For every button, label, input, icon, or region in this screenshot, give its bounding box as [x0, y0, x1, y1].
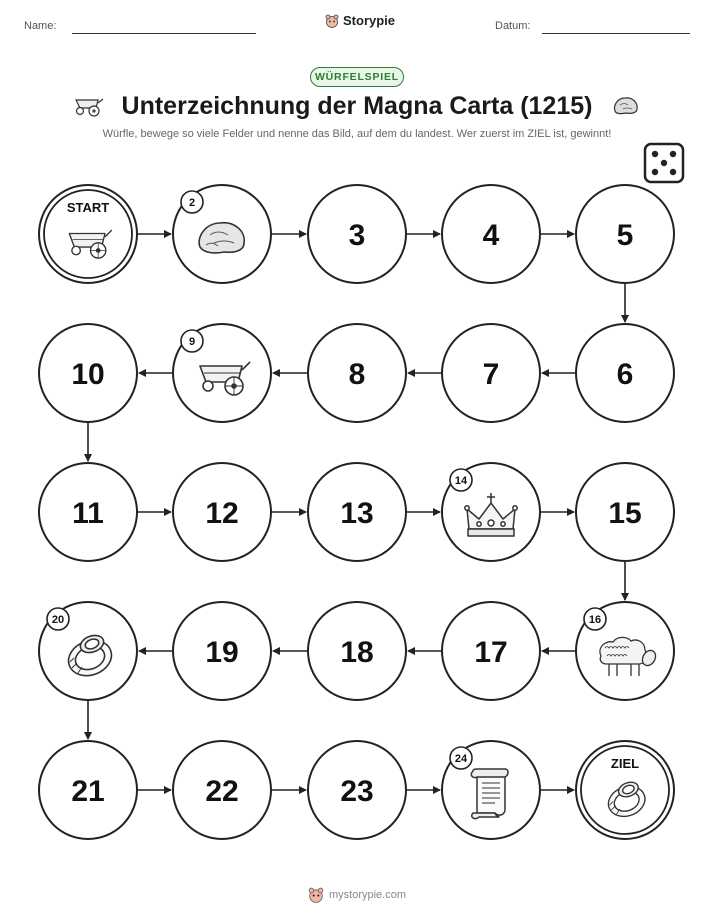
cell-number: 6 — [616, 358, 634, 391]
cell-number: 11 — [72, 497, 104, 530]
cell-number: 23 — [340, 775, 374, 808]
cell-number-badge: 20 — [51, 614, 65, 626]
board-cell-14 — [442, 463, 540, 561]
board-cell-11 — [39, 463, 137, 561]
cell-number: 22 — [205, 775, 239, 808]
board-cell-12 — [173, 463, 271, 561]
footer-url: mystorypie.com — [328, 889, 407, 901]
board-cells — [39, 185, 674, 839]
board-cell-6 — [576, 324, 674, 422]
board-cell-16 — [576, 602, 674, 700]
cell-number: 10 — [71, 358, 105, 391]
page-title: Unterzeichnung der Magna Carta (1215) — [121, 92, 593, 120]
cell-label: START — [66, 200, 110, 215]
brand-name: Storypie — [343, 13, 396, 28]
board-cell-17 — [442, 602, 540, 700]
cell-number: 17 — [474, 636, 508, 669]
board-cell-19 — [173, 602, 271, 700]
cell-number: 21 — [71, 775, 105, 808]
board-cell-2 — [173, 185, 271, 283]
cell-number: 4 — [482, 219, 500, 252]
board-cell-start — [39, 185, 137, 283]
board-cell-13 — [308, 463, 406, 561]
cell-number: 5 — [616, 219, 634, 252]
cell-number-badge: 9 — [188, 336, 196, 348]
board-cell-3 — [308, 185, 406, 283]
cell-number: 19 — [205, 636, 239, 669]
board-cell-23 — [308, 741, 406, 839]
cell-number-badge: 16 — [588, 614, 602, 626]
footer — [0, 887, 714, 903]
board-cell-15 — [576, 463, 674, 561]
board-cell-22 — [173, 741, 271, 839]
cell-number: 12 — [205, 497, 239, 530]
cell-number-badge: 2 — [188, 197, 196, 209]
cell-number: 15 — [608, 497, 642, 530]
cell-number: 8 — [348, 358, 366, 391]
board-cell-4 — [442, 185, 540, 283]
cell-number-badge: 24 — [454, 753, 468, 765]
board-cell-ziel — [576, 741, 674, 839]
date-label: Datum: — [495, 20, 531, 32]
storypie-mascot-icon — [308, 887, 324, 903]
cell-number: 18 — [340, 636, 374, 669]
game-type-badge: WÜRFELSPIEL — [310, 67, 404, 87]
cell-label: ZIEL — [610, 756, 640, 771]
board-cell-18 — [308, 602, 406, 700]
board-cell-5 — [576, 185, 674, 283]
cell-number: 13 — [340, 497, 374, 530]
cell-number: 7 — [482, 358, 500, 391]
scroll-icon — [471, 769, 508, 819]
name-label: Name: — [24, 20, 57, 32]
board-cell-20 — [39, 602, 137, 700]
board-cell-24 — [442, 741, 540, 839]
board-cell-21 — [39, 741, 137, 839]
cell-number-badge: 14 — [454, 475, 468, 487]
board-cell-10 — [39, 324, 137, 422]
instructions: Würfle, bewege so viele Felder und nenne das Bild, auf dem du landest. Wer zuerst im ZIEL ist, gewinnt! — [102, 128, 612, 140]
cell-number: 3 — [348, 219, 366, 252]
board-cell-7 — [442, 324, 540, 422]
board-cell-8 — [308, 324, 406, 422]
board-cell-9 — [173, 324, 271, 422]
